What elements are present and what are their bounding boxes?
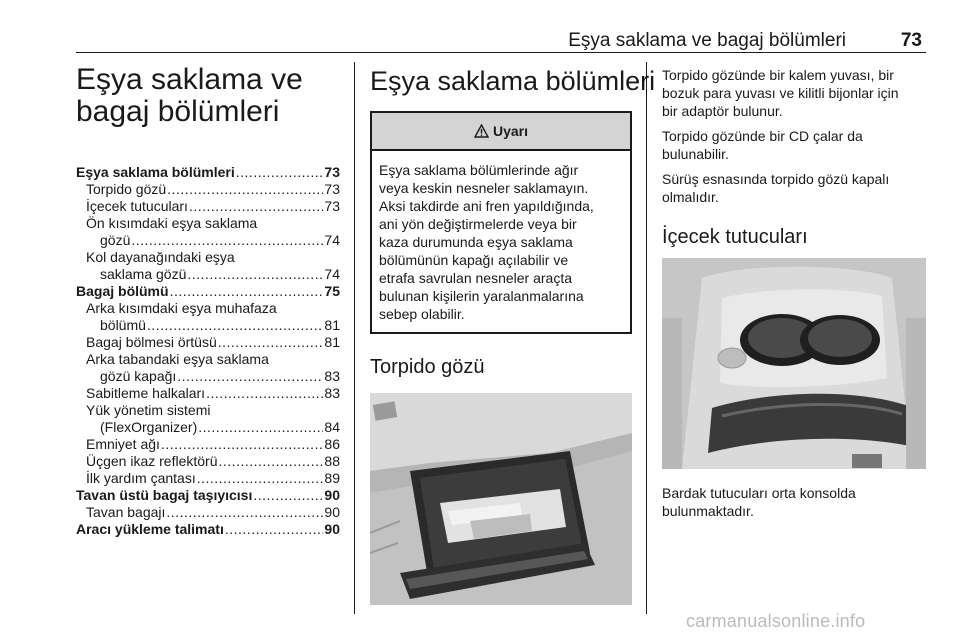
toc-entry-page: 81 xyxy=(324,334,340,350)
toc-entry-page: 74 xyxy=(324,232,340,248)
toc-leader-dots xyxy=(236,164,324,181)
toc-entry[interactable] xyxy=(76,164,340,181)
toc-entry[interactable] xyxy=(76,300,340,317)
toc-leader-dots xyxy=(131,232,323,249)
text-line: Torpido gözünde bir CD çalar da xyxy=(662,128,863,144)
toc-entry-text: Aracı yükleme talimatı xyxy=(76,521,224,537)
toc-entry-text: bölümü xyxy=(100,317,146,333)
toc-entry-text: İçecek tutucuları xyxy=(86,198,188,214)
toc-entry-text: Eşya saklama bölümleri xyxy=(76,164,235,180)
text-line: etrafa savrulan nesneler araçta xyxy=(379,270,572,286)
left-column xyxy=(76,64,340,538)
text-line: sebep olabilir. xyxy=(379,306,465,322)
toc-entry-text: (FlexOrganizer) xyxy=(100,419,198,435)
toc-leader-dots xyxy=(170,283,324,300)
toc-entry-page: 90 xyxy=(324,487,340,503)
page-number: 73 xyxy=(900,30,922,51)
toc-leader-dots xyxy=(197,470,324,487)
toc-entry-text: gözü kapağı xyxy=(100,368,177,384)
text-line: olmalıdır. xyxy=(662,189,719,205)
column-divider-right xyxy=(646,62,647,614)
toc-leader-dots xyxy=(218,334,324,351)
header-title: Eşya saklama ve bagaj bölümleri xyxy=(568,30,846,51)
toc-entry[interactable] xyxy=(76,249,340,266)
toc-entry-page: 73 xyxy=(324,164,340,180)
text-line: kaza durumunda eşya saklama xyxy=(379,234,573,250)
toc-entry-page: 90 xyxy=(324,504,340,520)
toc-entry[interactable] xyxy=(76,504,340,521)
text-line: bulunabilir. xyxy=(662,146,729,162)
warning-icon xyxy=(474,124,489,138)
section-heading: Eşya saklama bölümleri xyxy=(370,66,656,96)
warning-box xyxy=(370,111,632,334)
text-line: ani yön değiştirmelerde veya bir xyxy=(379,216,577,232)
toc-entry-text: Kol dayanağındaki eşya xyxy=(86,249,235,265)
text-line: bulunmaktadır. xyxy=(662,503,754,519)
chapter-title-line1: Eşya saklama ve xyxy=(76,63,303,96)
toc-entry-page: 73 xyxy=(324,198,340,214)
toc-entry-page: 81 xyxy=(324,317,340,333)
toc-leader-dots xyxy=(161,436,323,453)
toc-leader-dots xyxy=(177,368,323,385)
paragraph-glovebox-slots xyxy=(662,66,930,120)
toc-entry-text: gözü xyxy=(100,232,131,248)
warning-title: Uyarı xyxy=(492,123,529,139)
toc-entry-page: 90 xyxy=(324,521,340,537)
toc-leader-dots xyxy=(167,181,323,198)
toc-entry[interactable] xyxy=(76,266,340,283)
toc-leader-dots xyxy=(166,504,323,521)
toc-entry[interactable] xyxy=(76,368,340,385)
warning-header xyxy=(372,113,630,151)
paragraph-cupholders-location xyxy=(662,484,930,520)
toc-entry[interactable] xyxy=(76,334,340,351)
header-rule xyxy=(76,52,926,53)
toc-entry-page: 83 xyxy=(324,368,340,384)
toc-leader-dots xyxy=(225,521,324,538)
text-line: Torpido gözünde bir kalem yuvası, bir xyxy=(662,67,894,83)
toc-entry[interactable] xyxy=(76,232,340,249)
toc-entry-page: 74 xyxy=(324,266,340,282)
toc-entry[interactable] xyxy=(76,215,340,232)
toc-entry-text: Torpido gözü xyxy=(86,181,167,197)
paragraph-keep-closed xyxy=(662,170,930,206)
cupholder-illustration xyxy=(662,258,926,469)
toc-leader-dots xyxy=(198,419,323,436)
toc-entry-page: 88 xyxy=(324,453,340,469)
text-line: veya keskin nesneler saklamayın. xyxy=(379,180,589,196)
toc-entry[interactable] xyxy=(76,385,340,402)
toc-entry[interactable] xyxy=(76,181,340,198)
text-line: Sürüş esnasında torpido gözü kapalı xyxy=(662,171,890,187)
subheading-glovebox: Torpido gözü xyxy=(370,356,485,378)
toc-entry[interactable] xyxy=(76,351,340,368)
toc-entry-page: 86 xyxy=(324,436,340,452)
text-line: bulunan kişilerin yaralanmalarına xyxy=(379,288,584,304)
column-divider-left xyxy=(354,62,355,614)
toc-entry-text: Emniyet ağı xyxy=(86,436,160,452)
toc-leader-dots xyxy=(187,266,323,283)
glovebox-illustration xyxy=(370,393,632,605)
toc-entry-page: 73 xyxy=(324,181,340,197)
toc-entry[interactable] xyxy=(76,419,340,436)
text-line: Bardak tutucuları orta konsolda xyxy=(662,485,856,501)
table-of-contents xyxy=(76,164,340,538)
text-line: Aksi takdirde ani fren yapıldığında, xyxy=(379,198,594,214)
right-column xyxy=(662,66,930,527)
toc-entry[interactable] xyxy=(76,402,340,419)
toc-entry-text: Tavan bagajı xyxy=(86,504,166,520)
toc-entry[interactable] xyxy=(76,317,340,334)
toc-entry[interactable] xyxy=(76,453,340,470)
toc-entry-text: Bagaj bölümü xyxy=(76,283,169,299)
toc-entry-text: saklama gözü xyxy=(100,266,187,282)
subheading-cupholders: İçecek tutucuları xyxy=(662,226,808,248)
toc-leader-dots xyxy=(189,198,323,215)
toc-entry[interactable] xyxy=(76,283,340,300)
toc-entry-page: 83 xyxy=(324,385,340,401)
toc-entry-page: 75 xyxy=(324,283,340,299)
toc-entry-text: Ön kısımdaki eşya saklama xyxy=(86,215,258,231)
text-line: bozuk para yuvası ve kilitli bijonlar için xyxy=(662,85,899,101)
toc-entry[interactable] xyxy=(76,487,340,504)
toc-entry-page: 89 xyxy=(324,470,340,486)
toc-leader-dots xyxy=(253,487,323,504)
toc-entry-text: İlk yardım çantası xyxy=(86,470,196,486)
toc-entry-page: 84 xyxy=(324,419,340,435)
toc-entry-text: Sabitleme halkaları xyxy=(86,385,206,401)
toc-entry[interactable] xyxy=(76,436,340,453)
toc-entry-text: Arka kısımdaki eşya muhafaza xyxy=(86,300,277,316)
toc-entry-text: Yük yönetim sistemi xyxy=(86,402,211,418)
toc-entry-text: Üçgen ikaz reflektörü xyxy=(86,453,218,469)
toc-entry-text: Tavan üstü bagaj taşıyıcısı xyxy=(76,487,253,503)
toc-entry-text: Bagaj bölmesi örtüsü xyxy=(86,334,217,350)
paragraph-cd-player xyxy=(662,127,930,163)
text-line: bölümünün kapağı açılabilir ve xyxy=(379,252,569,268)
toc-leader-dots xyxy=(147,317,324,334)
warning-text xyxy=(372,151,630,332)
chapter-title xyxy=(76,64,340,128)
toc-entry[interactable] xyxy=(76,198,340,215)
toc-entry[interactable] xyxy=(76,470,340,487)
text-line: bir adaptör bulunur. xyxy=(662,103,783,119)
toc-entry[interactable] xyxy=(76,521,340,538)
toc-leader-dots xyxy=(219,453,324,470)
text-line: Eşya saklama bölümlerinde ağır xyxy=(379,162,579,178)
toc-entry-text: Arka tabandaki eşya saklama xyxy=(86,351,269,367)
watermark: carmanualsonline.info xyxy=(686,611,866,631)
middle-column xyxy=(370,64,656,605)
chapter-title-line2: bagaj bölümleri xyxy=(76,95,280,128)
toc-leader-dots xyxy=(206,385,323,402)
